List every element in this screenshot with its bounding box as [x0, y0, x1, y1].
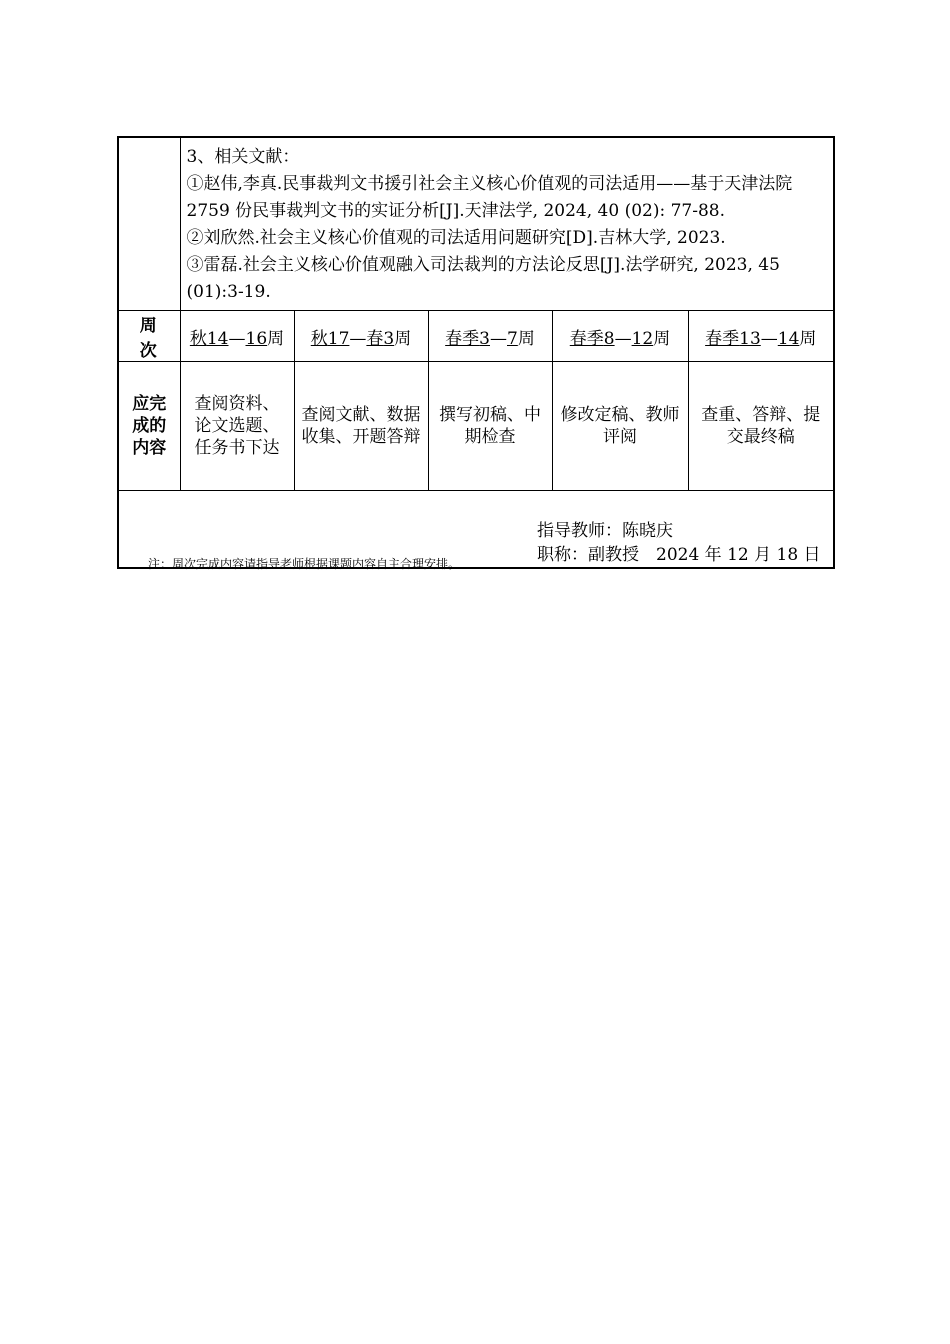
content-header: 应完成的内容	[118, 362, 180, 491]
footnote: 注：周次完成内容请指导老师根据课题内容自主合理安排。	[148, 557, 461, 571]
references-label-cell	[118, 137, 180, 311]
task-cell: 查阅资料、论文选题、任务书下达	[180, 362, 294, 491]
task-cell: 查阅文献、数据收集、开题答辩	[294, 362, 428, 491]
references-row	[118, 137, 834, 311]
reference-item: ①赵伟,李真.民事裁判文书援引社会主义核心价值观的司法适用——基于天津法院 2759 份民事裁判文书的实证分析[J].天津法学, 2024, 40 (02): 77-88.	[186, 174, 793, 221]
week-cell: 秋17—春3周	[294, 311, 428, 362]
reference-item: ③雷磊.社会主义核心价值观融入司法裁判的方法论反思[J].法学研究, 2023, 45 (01):3-19.	[186, 255, 780, 302]
content-row	[118, 362, 834, 491]
week-cell: 春季13—14周	[688, 311, 834, 362]
advisor-line: 指导教师：陈晓庆	[537, 521, 673, 541]
task-cell: 查重、答辩、提交最终稿	[688, 362, 834, 491]
references-heading: 3、相关文献：	[186, 147, 300, 167]
week-row	[118, 311, 834, 362]
task-cell: 修改定稿、教师评阅	[552, 362, 688, 491]
task-cell: 撰写初稿、中期检查	[428, 362, 552, 491]
references-cell	[180, 137, 834, 311]
week-cell: 春季3—7周	[428, 311, 552, 362]
task-table	[117, 136, 835, 569]
week-cell: 春季8—12周	[552, 311, 688, 362]
week-cell: 秋14—16周	[180, 311, 294, 362]
title-date-line: 职称：副教授 2024 年 12 月 18 日	[537, 545, 821, 565]
week-header: 周次	[118, 311, 180, 362]
reference-item: ②刘欣然.社会主义核心价值观的司法适用问题研究[D].吉林大学, 2023.	[186, 228, 726, 248]
signature-block	[537, 519, 821, 567]
